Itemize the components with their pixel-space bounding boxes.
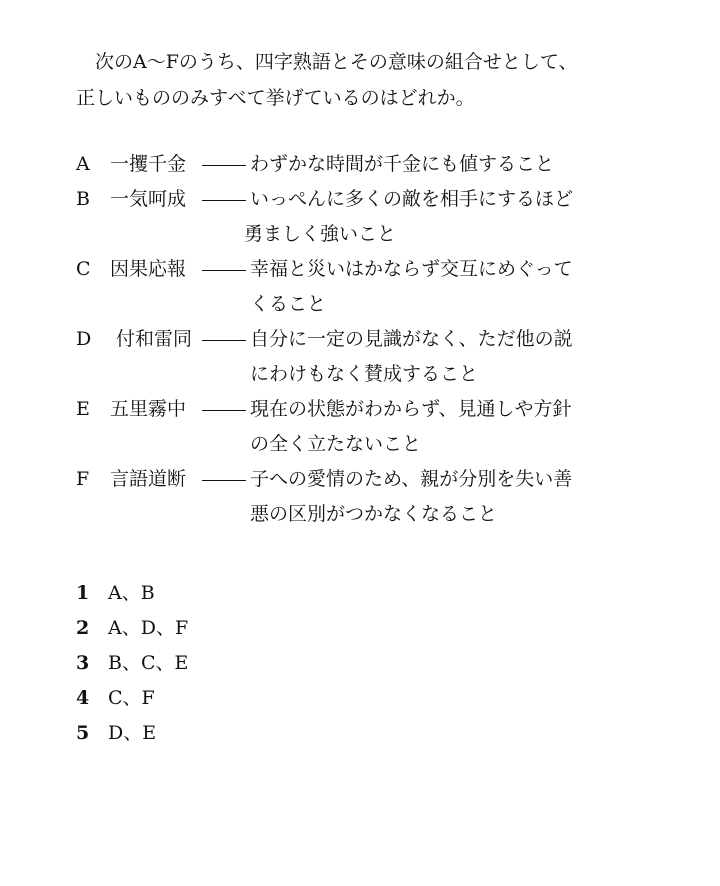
option-b — [76, 182, 696, 252]
dash-separator — [200, 462, 250, 497]
question-line-1: 次のA〜Fのうち、四字熟語とその意味の組合せとして、 — [95, 51, 578, 73]
answer-text: A、B — [108, 582, 155, 604]
meaning-line-1: いっぺんに多くの敵を相手にするほど — [250, 188, 574, 210]
question-line-2: 正しいもののみすべて挙げているのはどれか。 — [76, 87, 475, 109]
answer-number: 3 — [76, 652, 90, 674]
meaning-line-1: 子への愛情のため、親が分別を失い善 — [250, 468, 573, 490]
meaning-line-1: わずかな時間が千金にも値すること — [250, 153, 555, 175]
option-e — [76, 392, 696, 462]
meaning-line-1: 現在の状態がわからず、見通しや方針 — [250, 398, 572, 420]
option-idiom: 一気呵成 — [110, 188, 187, 210]
answer-number: 2 — [76, 617, 90, 639]
option-letter: E — [76, 398, 90, 420]
answer-number: 5 — [76, 722, 90, 744]
dash-separator — [200, 392, 250, 427]
question-text — [76, 44, 676, 116]
meaning-line-1: 自分に一定の見識がなく、ただ他の説 — [250, 328, 573, 350]
option-idiom: 五里霧中 — [110, 398, 187, 420]
answer-choices — [76, 576, 188, 751]
dash-separator — [200, 252, 250, 287]
answer-text: C、F — [108, 687, 155, 709]
option-idiom: 付和雷同 — [116, 328, 193, 350]
meaning-line-1: 幸福と災いはかならず交互にめぐって — [250, 258, 573, 280]
option-meaning — [250, 147, 696, 182]
dash-separator — [200, 182, 250, 217]
option-a — [76, 147, 696, 182]
meaning-line-2: 悪の区別がつかなくなること — [250, 503, 498, 525]
option-meaning — [250, 252, 696, 322]
answer-choice-4[interactable] — [76, 681, 188, 716]
option-meaning — [244, 182, 696, 252]
option-meaning — [250, 322, 696, 392]
meaning-line-2: にわけもなく賛成すること — [250, 363, 479, 385]
option-f — [76, 462, 696, 532]
option-letter: A — [76, 153, 90, 175]
answer-text: A、D、F — [108, 617, 189, 639]
meaning-line-2: の全く立たないこと — [250, 433, 422, 455]
option-list — [76, 147, 696, 532]
meaning-line-2: くること — [250, 293, 327, 315]
option-meaning — [250, 462, 696, 532]
option-idiom: 因果応報 — [110, 258, 187, 280]
option-d — [76, 322, 696, 392]
answer-choice-5[interactable] — [76, 716, 188, 751]
option-letter: B — [76, 188, 90, 210]
option-meaning — [250, 392, 696, 462]
answer-choice-3[interactable] — [76, 646, 188, 681]
answer-text: B、C、E — [108, 652, 189, 674]
option-idiom: 一攫千金 — [110, 153, 187, 175]
option-c — [76, 252, 696, 322]
answer-choice-2[interactable] — [76, 611, 188, 646]
answer-number: 1 — [76, 582, 90, 604]
option-letter: F — [76, 468, 90, 490]
answer-choice-1[interactable] — [76, 576, 188, 611]
meaning-line-2: 勇ましく強いこと — [244, 223, 397, 245]
answer-number: 4 — [76, 687, 90, 709]
option-idiom: 言語道断 — [110, 468, 187, 490]
option-letter: D — [76, 328, 92, 350]
option-letter: C — [76, 258, 91, 280]
dash-separator — [200, 147, 250, 182]
answer-text: D、E — [108, 722, 157, 744]
dash-separator — [200, 322, 250, 357]
